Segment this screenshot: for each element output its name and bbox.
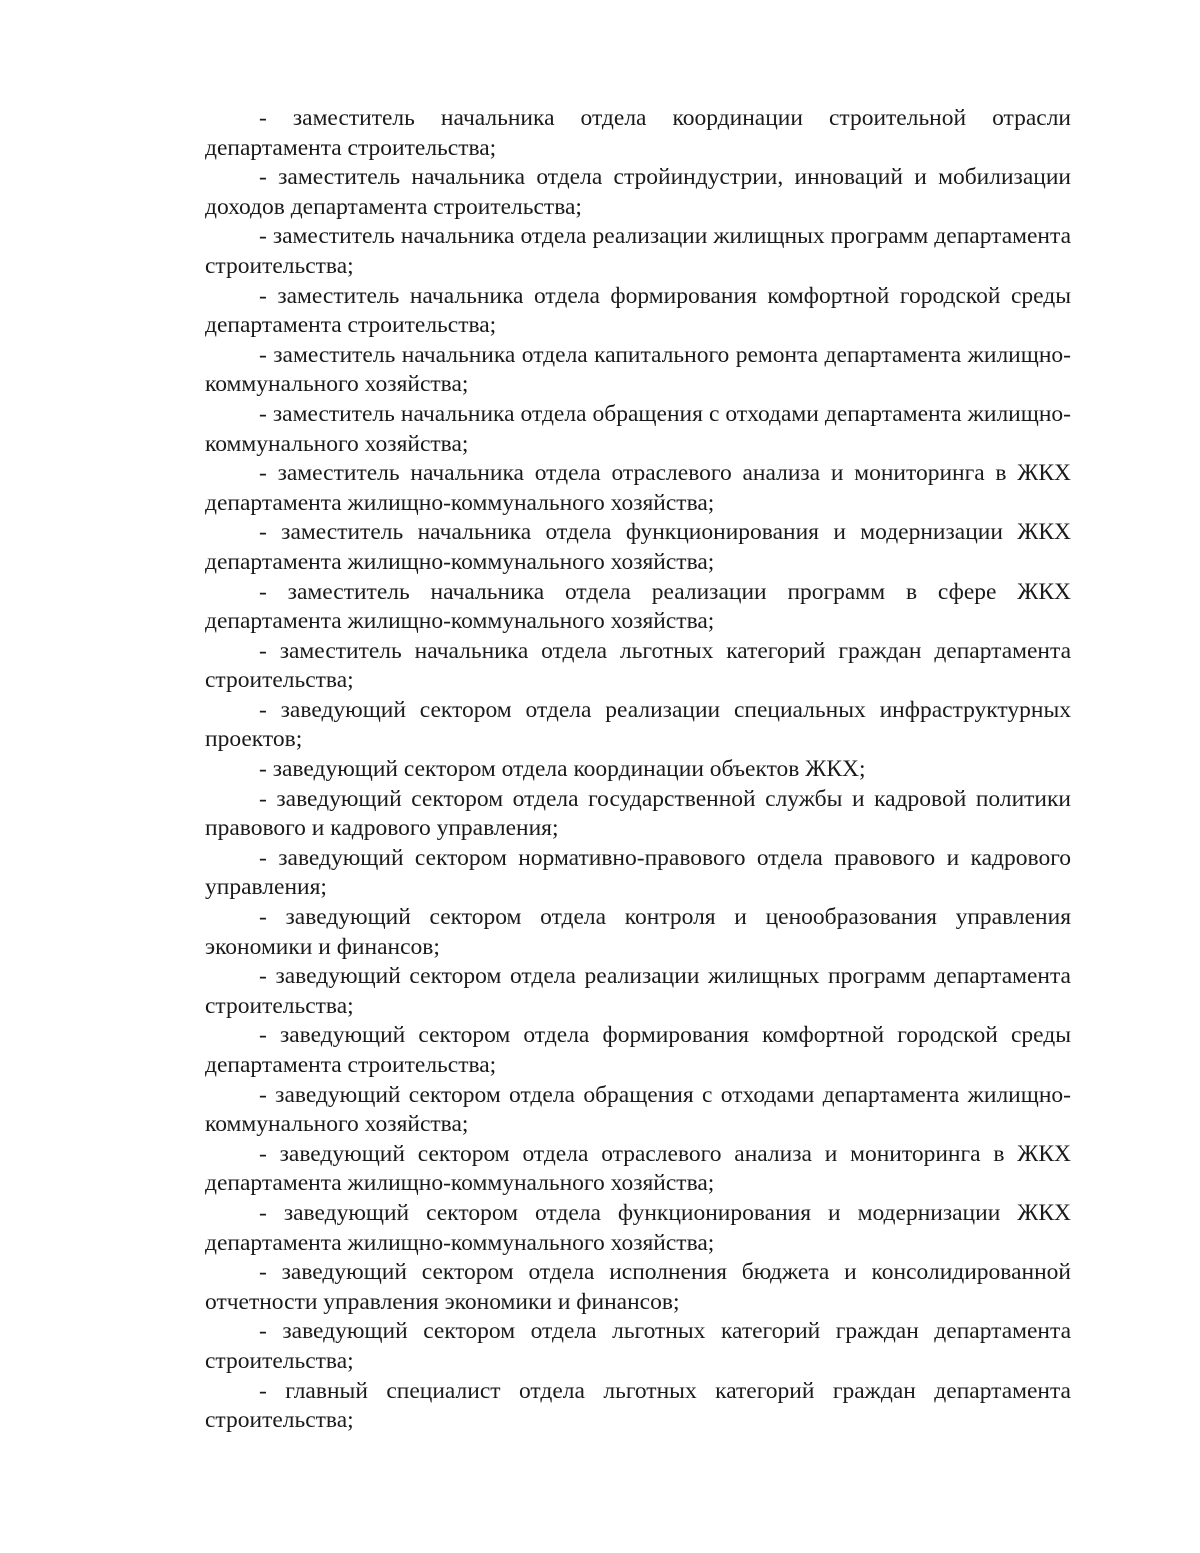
list-item: - заведующий сектором отдела обращения с отходами департамента жилищно-коммунального хозяйства; [205,1081,1071,1138]
list-item: - заведующий сектором отдела льготных категорий граждан департамента строительства; [205,1318,1071,1374]
list-item: - главный специалист отдела льготных категорий граждан департамента строительства; [205,1377,1071,1434]
list-item: - заместитель начальника отдела реализации программ в сфере ЖКХ департамента жилищно-коммунального хозяйства; [205,578,1071,635]
list-item: - заместитель начальника отдела координации строительной отрасли департамента строительства; [205,105,1071,161]
list-item: - заместитель начальника отдела отраслевого анализа и мониторинга в ЖКХ департамента жилищно-коммунального хозяйства; [205,460,1071,516]
list-item: - заведующий сектором отдела координации объектов ЖКХ; [259,756,866,783]
list-item: - заместитель начальника отдела стройиндустрии, инноваций и мобилизации доходов департамента строительства; [205,164,1071,220]
list-item: - заведующий сектором отдела формирования комфортной городской среды департамента строительства; [205,1022,1071,1078]
list-item: - заместитель начальника отдела реализации жилищных программ департамента строительства; [205,223,1071,279]
list-item: - заведующий сектором нормативно-правового отдела правового и кадрового управления; [205,844,1071,901]
list-item: - заведующий сектором отдела отраслевого анализа и мониторинга в ЖКХ департамента жилищно-коммунального хозяйства; [205,1140,1071,1197]
list-item: - заместитель начальника отдела капитального ремонта департамента жилищно-коммунального хозяйства; [205,341,1071,398]
list-item: - заместитель начальника отдела функционирования и модернизации ЖКХ департамента жилищно-коммунального хозяйства; [205,519,1071,575]
list-item: - заведующий сектором отдела реализации жилищных программ департамента строительства; [205,963,1071,1019]
list-item: - заведующий сектором отдела государственной службы и кадровой политики правового и кадрового управления; [205,785,1071,842]
list-item: - заведующий сектором отдела исполнения бюджета и консолидированной отчетности управления экономики и финансов; [205,1259,1071,1315]
document-body [205,104,1071,1436]
list-item: - заведующий сектором отдела функционирования и модернизации ЖКХ департамента жилищно-коммунального хозяйства; [205,1199,1071,1256]
list-item: - заместитель начальника отдела формирования комфортной городской среды департамента строительства; [205,282,1071,339]
list-item: - заместитель начальника отдела обращения с отходами департамента жилищно-коммунального хозяйства; [205,400,1071,457]
list-item: - заместитель начальника отдела льготных категорий граждан департамента строительства; [205,637,1071,694]
list-item: - заведующий сектором отдела реализации специальных инфраструктурных проектов; [205,696,1071,753]
list-item: - заведующий сектором отдела контроля и ценообразования управления экономики и финансов; [205,904,1071,960]
